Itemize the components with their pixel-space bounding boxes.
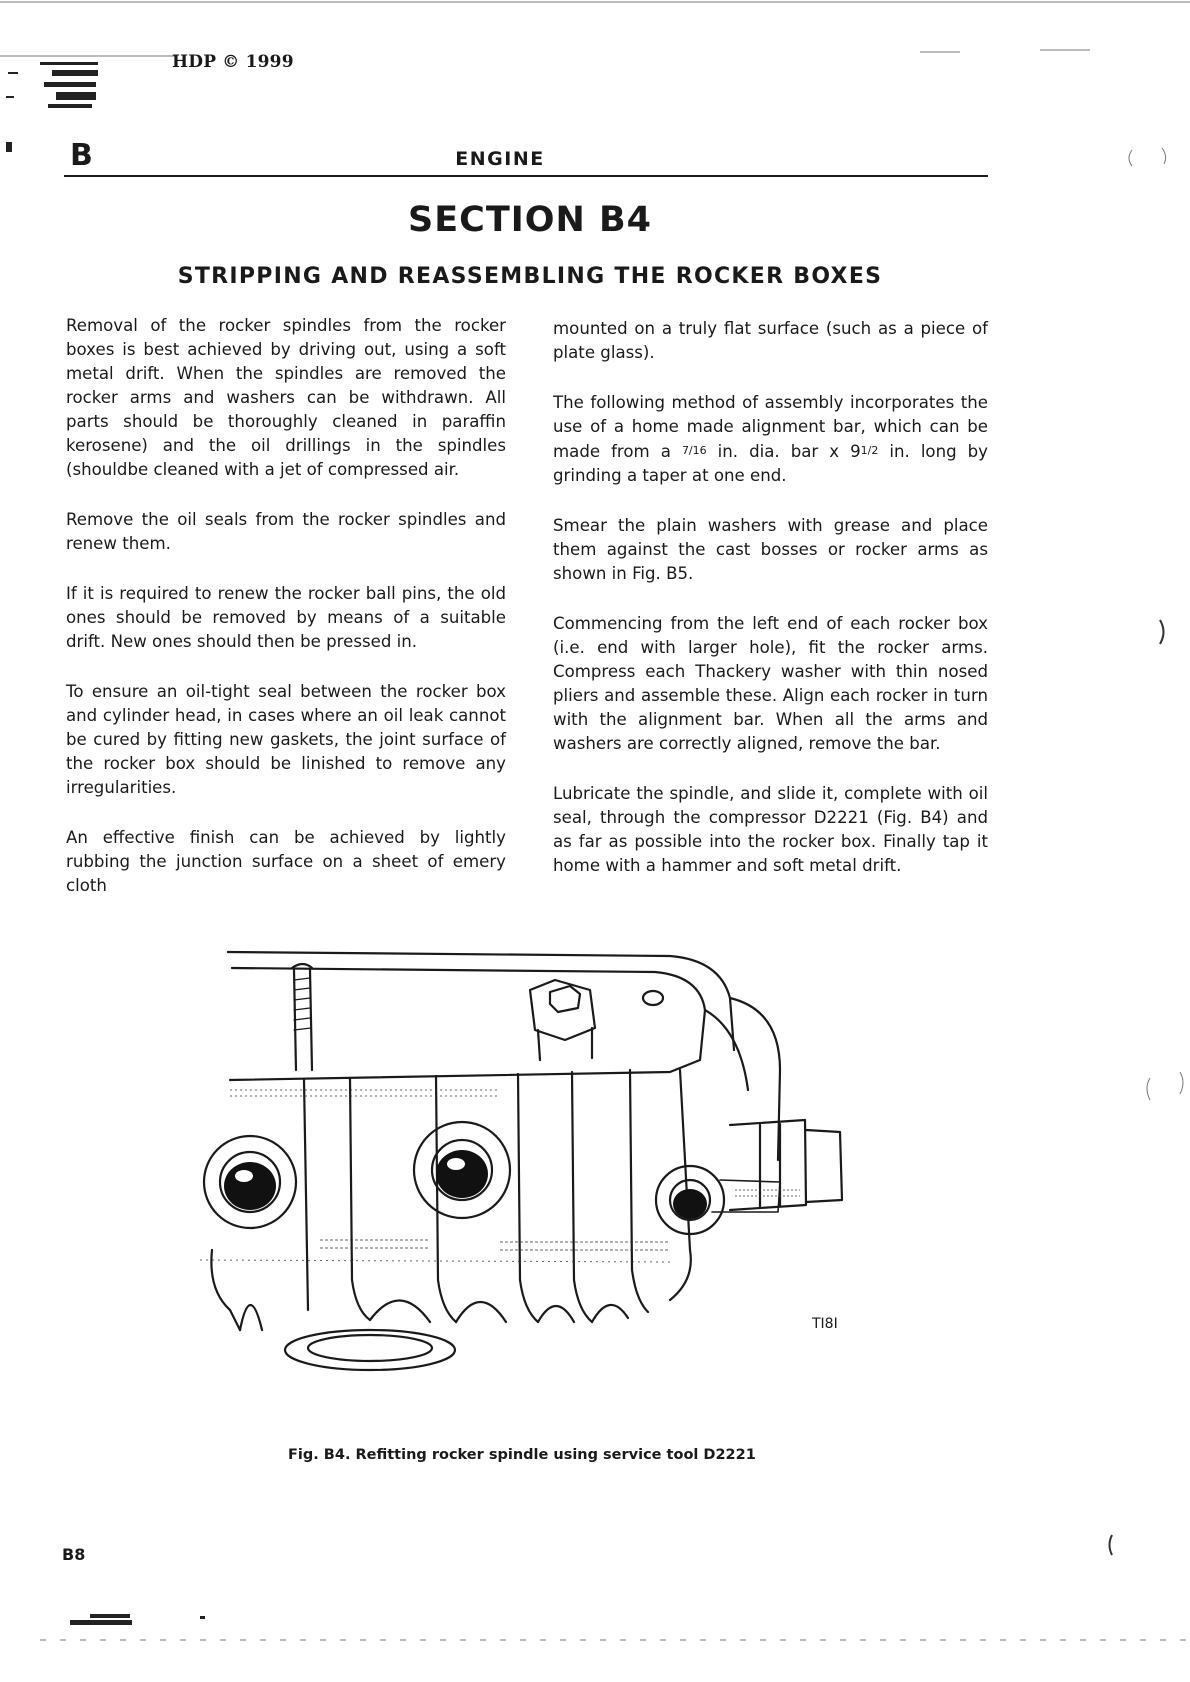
paragraph: Lubricate the spindle, and slide it, complete with oil seal, through the compressor D2221 (Fig. B4) and as far as possible into the rocker box. Finally tap it home with a hammer and soft metal drift. xyxy=(553,784,988,875)
right-column xyxy=(553,317,988,904)
text-run: The following method of assembly incorporates the use of a home made alignment bar, which can be made from a xyxy=(553,393,988,461)
figure-label: TI8I xyxy=(812,1316,838,1332)
fraction-length: 1/2 xyxy=(860,444,879,457)
paragraph: Commencing from the left end of each rocker box (i.e. end with larger hole), fit the rocker arms. Compress each Thackery washer with thin nosed pliers and assemble these. Align each rocker in turn with the alignment bar. When all the arms and washers are correctly aligned, remove the bar. xyxy=(553,614,988,753)
section-subtitle: STRIPPING AND REASSEMBLING THE ROCKER BOXES xyxy=(177,264,883,289)
header-rule xyxy=(64,175,988,177)
chapter-title: ENGINE xyxy=(455,148,545,170)
rocker-box-illustration xyxy=(200,950,890,1430)
text-run: in. long by grinding a taper at one end. xyxy=(553,442,988,485)
paragraph: Removal of the rocker spindles from the rocker boxes is best achieved by driving out, using a soft metal drift. When the spindles are removed the rocker arms and washers can be withdrawn. All parts should be thoroughly cleaned in paraffin kerosene) and the oil drillings in the spindles (shouldbe cleaned with a jet of compressed air. xyxy=(66,316,506,479)
paragraph: Remove the oil seals from the rocker spindles and renew them. xyxy=(66,510,506,553)
section-title: SECTION B4 xyxy=(408,200,652,240)
paragraph: If it is required to renew the rocker ball pins, the old ones should be removed by means of a suitable drift. New ones should then be pressed in. xyxy=(66,584,506,651)
copyright-stamp: HDP © 1999 xyxy=(172,52,294,72)
paragraph: To ensure an oil-tight seal between the rocker box and cylinder head, in cases where an oil leak cannot be cured by fitting new gaskets, the joint surface of the rocker box should be linished to remove any irregularities. xyxy=(66,682,506,797)
page-number: B8 xyxy=(62,1545,86,1564)
text-run: in. dia. bar x 9 xyxy=(717,442,861,461)
figure-caption: Fig. B4. Refitting rocker spindle using service tool D2221 xyxy=(288,1447,756,1463)
paragraph: An effective finish can be achieved by lightly rubbing the junction surface on a sheet of emery cloth xyxy=(66,828,506,895)
section-letter: B xyxy=(70,138,93,173)
fraction-diameter: 7/16 xyxy=(681,444,707,457)
paragraph-alignment-bar xyxy=(553,391,988,488)
paragraph: Smear the plain washers with grease and place them against the cast bosses or rocker arms as shown in Fig. B5. xyxy=(553,516,988,583)
paragraph: mounted on a truly flat surface (such as a piece of plate glass). xyxy=(553,319,988,362)
left-column xyxy=(66,314,506,924)
